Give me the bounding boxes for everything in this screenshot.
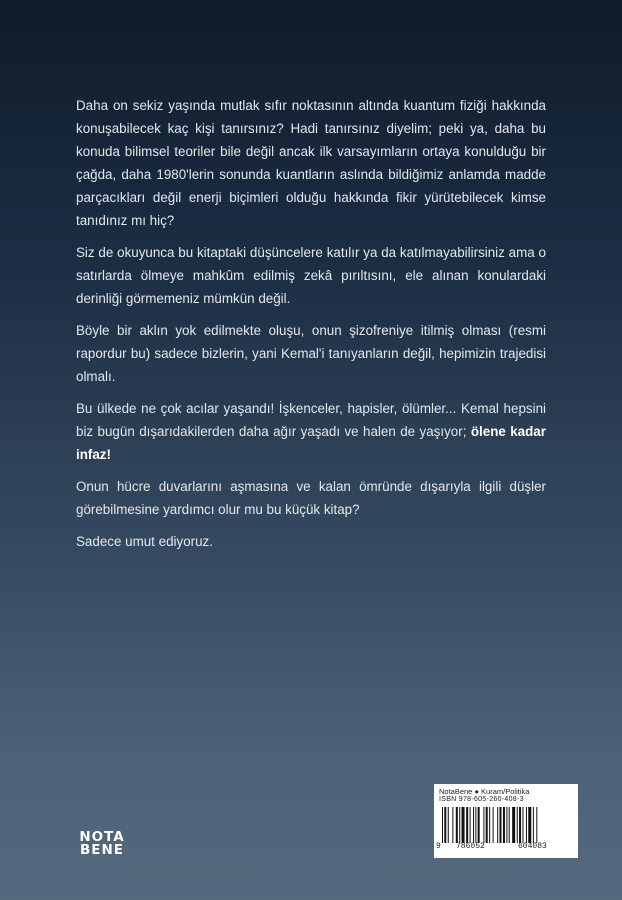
barcode-publisher-line: NotaBene ● Kuram/Politika: [439, 787, 530, 796]
publisher-logo: [80, 831, 124, 857]
blurb-paragraph: Onun hücre duvarlarını aşmasına ve kalan ömründe dışarıyla ilgili düşler görebilmesine yardımcı olur mu bu küçük kitap?: [76, 479, 546, 517]
isbn-number: ISBN 978-605-260-408-3: [439, 796, 524, 803]
logo-line-2: BENE: [79, 842, 125, 858]
logo-line-1: NOTA: [79, 829, 125, 845]
barcode-digits-left: 786052: [456, 842, 485, 851]
barcode-bars: [442, 807, 574, 843]
blurb-paragraph: Siz de okuyunca bu kitaptaki düşüncelere katılır ya da katılmayabilirsiniz ama o satırlarda ölmeye mahkûm edilmiş zekâ pırıltısını, ele alınan konulardaki derinliği görmemeniz mümkün değil.: [76, 245, 546, 306]
isbn-barcode: [434, 784, 578, 858]
back-cover-blurb: [76, 94, 546, 562]
barcode-digits-right: 604083: [518, 842, 547, 851]
blurb-paragraph: Daha on sekiz yaşında mutlak sıfır noktasının altında kuantum fiziği hakkında konuşabilecek kaç kişi tanırsınız? Hadi tanırsınız diyelim; peki ya, daha bu konuda bilimsel teoriler bile değil ancak ilk varsayımların ortaya konulduğu bir çağda, daha 1980'lerin sonunda kuantların aslında bildiğimiz anlamda madde parçacıkları değil enerji biçimleri olduğu hakkında fikir yürütebilecek kimse tanıdınız mı hiç?: [76, 98, 546, 228]
blurb-emphasis: ölene kadar infaz!: [76, 424, 546, 462]
blurb-text: Bu ülkede ne çok acılar yaşandı! İşkenceler, hapisler, ölümler... Kemal hepsini biz bugün dışarıdakilerden daha ağır yaşadı ve halen de yaşıyor;: [76, 401, 546, 439]
blurb-paragraph: [76, 397, 546, 466]
blurb-paragraph: Sadece umut ediyoruz.: [76, 534, 213, 549]
barcode-digit-first: 9: [436, 842, 441, 851]
blurb-paragraph: Böyle bir aklın yok edilmekte oluşu, onun şizofreniye itilmiş olması (resmi rapordur bu) sadece bizlerin, yani Kemal'i tanıyanların değil, hepimizin trajedisi olmalı.: [76, 323, 546, 384]
